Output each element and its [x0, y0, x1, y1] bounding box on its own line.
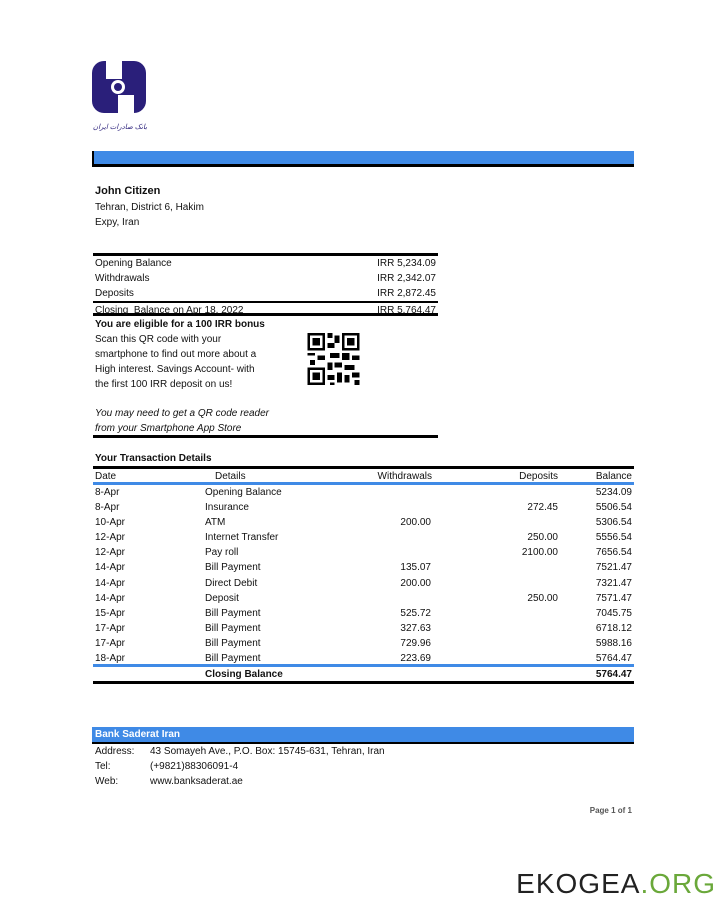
- cell-details: Direct Debit: [205, 577, 258, 589]
- page-number: Page 1 of 1: [589, 806, 632, 815]
- cell-details: Deposit: [205, 592, 239, 604]
- value: (+9821)88306091-4: [150, 761, 239, 772]
- cell-date: 14-Apr: [95, 592, 126, 604]
- svg-text:بانک صادرات ایران: بانک صادرات ایران: [92, 124, 148, 131]
- bonus-line: High interest. Savings Account- with: [95, 364, 255, 375]
- table-row: [93, 621, 634, 636]
- cell-date: 14-Apr: [95, 577, 126, 589]
- cell-deposit: 250.00: [527, 592, 558, 604]
- summary-row-deposits: [93, 286, 438, 301]
- value: IRR 2,342.07: [377, 273, 436, 284]
- value: IRR 5,764.47: [377, 305, 436, 316]
- header-deposits: Deposits: [519, 471, 558, 482]
- cell-date: 8-Apr: [95, 487, 120, 498]
- header-date: Date: [95, 471, 117, 482]
- cell-withdrawal: 525.72: [400, 607, 431, 619]
- value: 43 Somayeh Ave., P.O. Box: 15745-631, Tehran, Iran: [150, 746, 385, 757]
- table-row: [93, 576, 634, 591]
- summary-row-withdrawals: [93, 271, 438, 286]
- balance-summary: [93, 253, 438, 316]
- cell-date: 12-Apr: [95, 547, 126, 559]
- cell-withdrawal: 729.96: [400, 637, 431, 649]
- footer-address: [95, 744, 385, 759]
- table-row: [93, 636, 634, 651]
- closing-balance-row: [93, 667, 634, 684]
- cell-withdrawal: 200.00: [400, 517, 431, 529]
- cell-details: Opening Balance: [205, 487, 282, 498]
- cell-deposit: 250.00: [527, 532, 558, 544]
- value: IRR 2,872.45: [377, 288, 436, 299]
- cell-date: 17-Apr: [95, 637, 126, 649]
- divider: [93, 435, 438, 438]
- summary-row-opening: [93, 256, 438, 271]
- cell-details: Bill Payment: [205, 637, 261, 649]
- value: IRR 5,234.09: [377, 258, 436, 269]
- cell-date: 10-Apr: [95, 517, 126, 529]
- bonus-promo: [95, 317, 295, 392]
- cell-balance: 5234.09: [595, 487, 632, 498]
- label: Address:: [95, 746, 135, 757]
- cell-details: Bill Payment: [205, 562, 261, 574]
- qr-reader-note: [95, 406, 269, 436]
- bonus-title: You are eligible for a 100 IRR bonus: [95, 319, 265, 330]
- cell-balance: 5988.16: [595, 637, 632, 649]
- table-header: [93, 469, 634, 485]
- transactions-table: [93, 466, 634, 684]
- table-row: [93, 500, 634, 515]
- watermark: [516, 868, 716, 900]
- cell-balance: 7521.47: [595, 562, 632, 574]
- cell-date: 8-Apr: [95, 502, 120, 514]
- cell-details: Internet Transfer: [205, 532, 279, 544]
- cell-details: Insurance: [205, 502, 249, 514]
- table-row: [93, 560, 634, 575]
- label: Deposits: [95, 288, 134, 299]
- table-row: [93, 545, 634, 560]
- cell-details: ATM: [205, 517, 226, 529]
- label: Closing Balance on Apr 18, 2022: [95, 305, 244, 316]
- customer-name: John Citizen: [95, 185, 161, 197]
- cell-withdrawal: 327.63: [400, 622, 431, 634]
- cell-details: Bill Payment: [205, 622, 261, 634]
- cell-balance: 7656.54: [595, 547, 632, 559]
- customer-address-line1: Tehran, District 6, Hakim: [95, 202, 204, 213]
- note-line: You may need to get a QR code reader: [95, 408, 269, 419]
- cell-date: 14-Apr: [95, 562, 126, 574]
- header-balance: Balance: [595, 471, 632, 482]
- table-row: [93, 591, 634, 606]
- cell-balance: 7571.47: [595, 592, 632, 604]
- label: Withdrawals: [95, 273, 150, 284]
- watermark-part1: EKOGEA: [516, 868, 641, 899]
- footer-tel: [95, 759, 238, 774]
- table-row: [93, 606, 634, 621]
- cell-balance: 5764.47: [595, 653, 632, 665]
- qr-code[interactable]: [307, 333, 360, 385]
- closing-value: 5764.47: [595, 669, 632, 681]
- cell-deposit: 2100.00: [521, 547, 558, 559]
- cell-deposit: 272.45: [527, 502, 558, 514]
- footer-bank-name: Bank Saderat Iran: [92, 727, 634, 744]
- cell-balance: 6718.12: [595, 622, 632, 634]
- cell-date: 18-Apr: [95, 653, 126, 665]
- table-row: [93, 515, 634, 530]
- footer-web: [95, 774, 243, 789]
- cell-withdrawal: 200.00: [400, 577, 431, 589]
- cell-balance: 5306.54: [595, 517, 632, 529]
- note-line: from your Smartphone App Store: [95, 423, 242, 434]
- bank-logo: [92, 61, 148, 136]
- label: Opening Balance: [95, 258, 172, 269]
- cell-details: Bill Payment: [205, 607, 261, 619]
- bonus-line: Scan this QR code with your: [95, 334, 222, 345]
- cell-withdrawal: 223.69: [400, 653, 431, 665]
- cell-withdrawal: 135.07: [400, 562, 431, 574]
- cell-balance: 5556.54: [595, 532, 632, 544]
- cell-details: Bill Payment: [205, 653, 261, 665]
- web-link[interactable]: www.banksaderat.ae: [150, 776, 243, 787]
- table-row: [93, 485, 634, 500]
- cell-balance: 5506.54: [595, 502, 632, 514]
- customer-address-line2: Expy, Iran: [95, 217, 140, 228]
- cell-date: 15-Apr: [95, 607, 126, 619]
- closing-label: Closing Balance: [205, 669, 283, 681]
- cell-balance: 7321.47: [595, 577, 632, 589]
- table-row: [93, 651, 634, 667]
- bonus-line: the first 100 IRR deposit on us!: [95, 379, 233, 390]
- header-withdrawals: Withdrawals: [377, 471, 432, 482]
- transactions-title: Your Transaction Details: [95, 453, 212, 464]
- cell-balance: 7045.75: [595, 607, 632, 619]
- label: Tel:: [95, 761, 111, 772]
- watermark-part2: .ORG: [640, 868, 716, 899]
- cell-date: 12-Apr: [95, 532, 126, 544]
- cell-date: 17-Apr: [95, 622, 126, 634]
- bonus-line: smartphone to find out more about a: [95, 349, 257, 360]
- label: Web:: [95, 776, 119, 787]
- summary-row-closing: [93, 301, 438, 316]
- cell-details: Pay roll: [205, 547, 239, 559]
- table-row: [93, 530, 634, 545]
- header-details: Details: [215, 471, 246, 482]
- header-bar: [92, 151, 634, 167]
